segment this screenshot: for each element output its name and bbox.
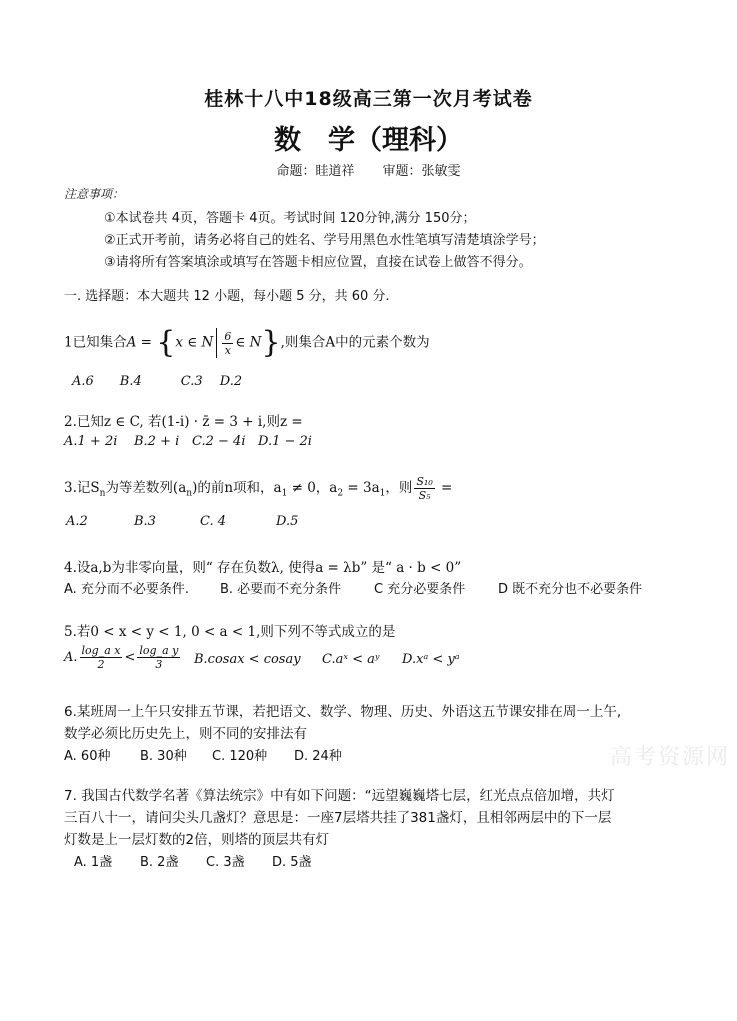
q1-prefix: 1已知集合 [64, 334, 127, 351]
question-6-line-1: 6.某班周一上午只安排五节课，若把语文、数学、物理、历史、外语这五节课安排在周一上午, [64, 704, 622, 720]
q3-part-e: = 3a [343, 480, 380, 496]
q1-set-a: A [126, 334, 137, 351]
q5-option-d: D.xᵃ < yᵃ [402, 652, 460, 667]
q4-option-b: B. 必要而不充分条件 [220, 582, 342, 597]
q1-fraction [222, 330, 233, 357]
notice-item-3: ③请将所有答案填涂或填写在答题卡相应位置，直接在试卷上做答不得分。 [104, 255, 532, 270]
notice-item-1: ①本试卷共 4页，答题卡 4页。考试时间 120分钟,满分 150分； [104, 211, 476, 226]
q4-option-a: A. 充分而不必要条件. [64, 582, 190, 597]
q1-inner-left: x ∈ N [175, 334, 214, 351]
author: 命题：眭道祥 [276, 164, 355, 179]
q5-a-frac-1 [80, 644, 123, 671]
q7-option-b: B. 2盏 [140, 855, 179, 870]
q3-part-c: )的前n项和，a [192, 480, 282, 496]
watermark: 高考资源网 [610, 745, 731, 770]
q3-part-d: ≠ 0，a [287, 480, 338, 496]
right-brace: } [261, 325, 281, 360]
question-3-stem [64, 475, 452, 502]
q3-sub-a: n [99, 488, 106, 499]
q3-frac-den: S₅ [418, 489, 431, 502]
reviewer: 审题：张敏雯 [382, 164, 461, 179]
q6-option-a: A. 60种 [64, 749, 111, 764]
question-2-stem: 2.已知z ∈ C, 若(1-i) · z̄ = 3 + i,则z = [64, 414, 303, 430]
authors-line [0, 160, 737, 179]
q5-a-prefix: A. [64, 650, 78, 665]
q6-option-d: D. 24种 [294, 749, 342, 764]
question-5-stem: 5.若0 < x < y < 1, 0 < a < 1,则下列不等式成立的是 [64, 624, 396, 640]
section-heading: 一. 选择题：本大题共 12 小题，每小题 5 分，共 60 分. [64, 289, 390, 304]
question-7-line-3: 灯数是上一层灯数的2倍，则塔的顶层共有灯 [64, 832, 330, 848]
q5-option-c: C.aˣ < aʸ [322, 652, 380, 667]
left-brace: { [156, 325, 176, 360]
q5-a-den-1: 2 [97, 658, 105, 671]
q3-option-b: B.3 [134, 514, 156, 529]
q1-frac-num: 6 [224, 329, 232, 343]
q2-option-b: B.2 + i [134, 434, 180, 449]
q4-option-c: C 充分必要条件 [374, 582, 466, 597]
q5-a-num-2: log_a y [139, 644, 179, 657]
set-divider [216, 328, 217, 358]
q3-sub-c: 1 [281, 488, 288, 499]
q2-option-a: A.1 + 2i [64, 434, 118, 449]
q7-option-c: C. 3盏 [206, 855, 245, 870]
q3-sub-b: n [186, 488, 193, 499]
question-7-line-2: 三百八十一，请问尖头几盏灯？意思是：一座7层塔共挂了381盏灯，且相邻两层中的下一层 [64, 810, 612, 826]
question-1-stem [64, 325, 430, 360]
q3-frac-num: S₁₀ [416, 475, 433, 488]
question-4-stem: 4.设a,b为非零向量，则“ 存在负数λ, 使得a = λb” 是“ a · b < 0” [64, 560, 462, 576]
question-1-options: A.6 B.4 C.3 D.2 [72, 374, 243, 389]
q5-a-frac-2 [137, 644, 180, 671]
q7-option-a: A. 1盏 [74, 855, 113, 870]
q3-option-c: C. 4 [200, 514, 227, 529]
q3-fraction [414, 475, 434, 502]
notice-item-2: ②正式开考前，请务必将自己的姓名、学号用黑色水性笔填写清楚填涂学号； [104, 233, 545, 248]
q3-option-d: D.5 [276, 514, 299, 529]
q3-part-g: = [436, 480, 453, 496]
q3-part-b: 为等差数列(a [105, 480, 187, 496]
q5-option-a [64, 644, 182, 671]
q1-inner-right: ∈ N [235, 334, 262, 351]
q5-a-num-1: log_a x [81, 644, 121, 657]
q3-sub-d: 2 [337, 488, 344, 499]
q3-sub-e: 1 [379, 488, 386, 499]
q3-option-a: A.2 [66, 514, 88, 529]
q5-option-b: B.cosax < cosay [194, 652, 301, 667]
q6-option-b: B. 30种 [140, 749, 187, 764]
q1-eq: = [136, 334, 157, 351]
q6-option-c: C. 120种 [212, 749, 268, 764]
q3-part-f: ，则 [385, 480, 413, 496]
q1-suffix: ,则集合A中的元素个数为 [280, 334, 430, 351]
q4-option-d: D 既不充分也不必要条件 [498, 582, 643, 597]
question-6-line-2: 数学必须比历史先上，则不同的安排法有 [64, 726, 307, 742]
q3-part-a: 3.记S [64, 480, 100, 496]
q5-a-den-2: 3 [155, 658, 163, 671]
question-7-line-1: 7. 我国古代数学名著《算法统宗》中有如下问题：“远望巍巍塔七层，红光点点倍加增，共灯 [64, 788, 615, 804]
q2-option-d: D.1 − 2i [258, 434, 312, 449]
q1-frac-den: x [224, 343, 231, 357]
q7-option-d: D. 5盏 [272, 855, 312, 870]
subject-title: 数 学（理科） [274, 125, 463, 156]
q5-a-lt: < [124, 650, 136, 665]
q2-option-c: C.2 − 4i [192, 434, 246, 449]
notice-heading: 注意事项： [64, 187, 125, 201]
exam-title: 桂林十八中18级高三第一次月考试卷 [204, 88, 533, 110]
